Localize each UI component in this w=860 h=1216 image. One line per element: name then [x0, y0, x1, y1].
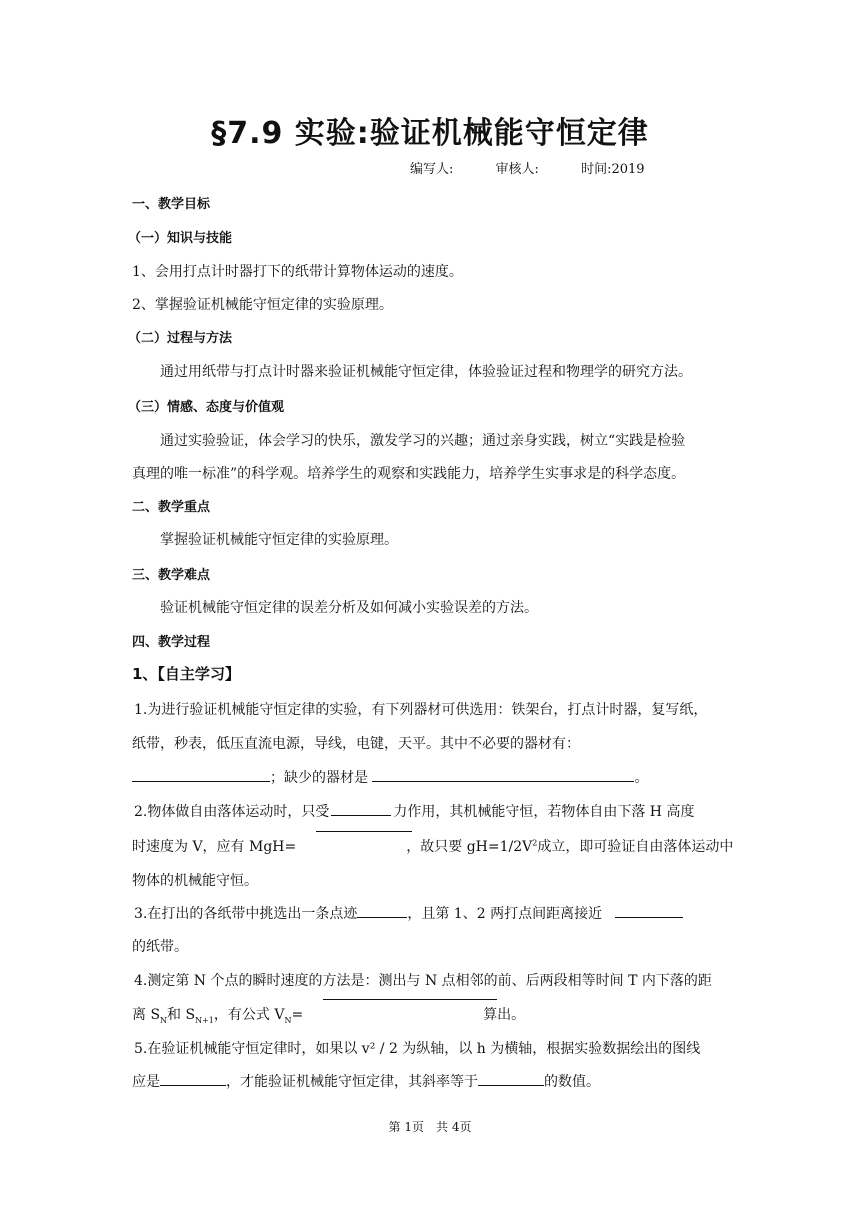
q3-line1: 3.在打出的各纸带中挑选出一条点迹 ，且第 1、2 两打点间距离接近	[134, 903, 683, 923]
q5-blank-slope[interactable]	[478, 1073, 544, 1086]
q1-line1: 1.为进行验证机械能守恒定律的实验，有下列器材可供选用：铁架台，打点计时器，复写纸，	[134, 702, 708, 718]
q4-line1: 4.测定第 N 个点的瞬时速度的方法是：测出与 N 点相邻的前、后两段相等时间 T 内下落的距	[134, 973, 712, 989]
q4-blank-formula[interactable]	[323, 999, 497, 1000]
process-paragraph: 通过用纸带与打点计时器来验证机械能守恒定律，体验验证过程和物理学的研究方法。	[160, 364, 692, 380]
q2-blank-energy[interactable]	[316, 831, 412, 832]
page-footer	[0, 1118, 860, 1135]
q2-line2: 时速度为 V，应有 MgH= ，故只要 $gH=1/2V^2$成立，即可验证自由落体运动中	[132, 838, 734, 855]
q5-line2: 应是 ，才能验证机械能守恒定律，其斜率等于 的数值。	[132, 1074, 600, 1090]
q5-blank-graph[interactable]	[160, 1073, 226, 1086]
section-heading-difficulties: 三、教学难点	[132, 568, 211, 583]
time-label: 时间:2019	[581, 162, 645, 177]
section-heading-key-points: 二、教学重点	[132, 500, 211, 515]
page-number: 第 1页	[388, 1120, 424, 1134]
difficulties-paragraph: 验证机械能守恒定律的误差分析及如何减小实验误差的方法。	[160, 600, 538, 616]
attitude-paragraph-line1: 通过实验验证，体会学习的快乐，激发学习的兴趣；通过亲身实践，树立“实践是检验	[160, 433, 686, 449]
q1-line2: 纸带，秒表，低压直流电源，导线，电键，天平。其中不必要的器材有：	[132, 736, 580, 752]
objective-item-2: 2、掌握验证机械能守恒定律的实验原理。	[132, 297, 393, 313]
section-heading-objectives: 一、教学目标	[132, 197, 211, 212]
objective-item-1: 1、会用打点计时器打下的纸带计算物体运动的速度。	[132, 264, 463, 280]
q1-blank-unnecessary[interactable]	[132, 769, 270, 782]
subheading-process: （二）过程与方法	[128, 331, 233, 346]
page-total: 共 4页	[436, 1120, 472, 1134]
subheading-attitude: （三）情感、态度与价值观	[128, 400, 285, 415]
subheading-knowledge: （一）知识与技能	[128, 231, 233, 246]
page-title: §7.9 实验:验证机械能守恒定律	[211, 116, 649, 151]
key-points-paragraph: 掌握验证机械能守恒定律的实验原理。	[160, 532, 398, 548]
author-label: 编写人:	[410, 162, 454, 177]
q2-blank-force[interactable]	[331, 803, 391, 816]
q1-blank-missing[interactable]	[372, 769, 634, 782]
q2-line1: 2.物体做自由落体运动时，只受 力作用，其机械能守恒，若物体自由下落 H 高度	[134, 804, 695, 820]
q4-line2: 离 $S_N$和 $S_{N+1}$，有公式 $V_N=$ 算出。	[132, 1007, 526, 1025]
author-meta	[410, 158, 645, 177]
attitude-paragraph-line2: 真理的唯一标准”的科学观。培养学生的观察和实践能力，培养学生实事求是的科学态度。	[132, 466, 686, 482]
q5-line1: 5.在验证机械能守恒定律时，如果以 v² / 2 为纵轴，以 h 为横轴，根据实验数据绘出的图线	[134, 1041, 701, 1057]
q3-line2: 的纸带。	[132, 939, 188, 955]
reviewer-label: 审核人:	[495, 162, 539, 177]
section-heading-process: 四、教学过程	[132, 635, 211, 650]
q2-line3: 物体的机械能守恒。	[132, 873, 258, 889]
q3-blank-distance[interactable]	[615, 905, 683, 918]
q1-line3: ；缺少的器材是 。	[132, 767, 648, 787]
self-study-heading: 1、【自主学习】	[132, 665, 240, 683]
q3-blank-clear[interactable]	[357, 905, 407, 918]
